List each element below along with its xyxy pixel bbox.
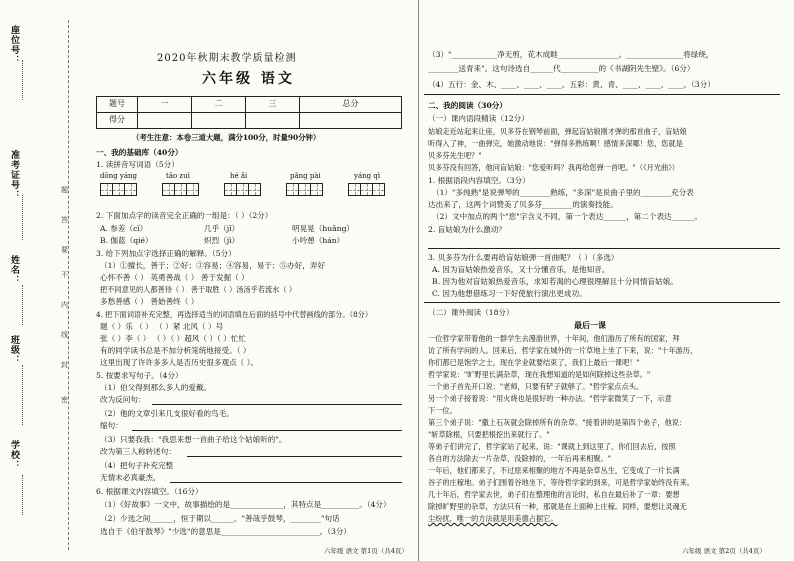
- q4-title: 4. 把下面词语补充完整，再选择适当的词语填在后面的括号中代替画线的部分。（8分）: [96, 310, 373, 319]
- right-column: [424, 0, 784, 561]
- q5-title: 5. 按要求写句子。（4分）: [96, 371, 183, 380]
- story-line: 除掉旷野里的杂草，方法只有一种，那就是在上面种上庄稼。同样，要想让灵魂无: [428, 502, 687, 511]
- story-line: 一年后，他们都来了，不过原来相聚的地方不再是杂草丛生，它变成了一片长满: [428, 466, 680, 475]
- r1-q2-answer-line[interactable]: [428, 248, 780, 249]
- q6-item-4: （4）五行：金、木、____、____、____。五彩：黄、青、____、____、____。（3分）: [428, 80, 715, 89]
- story-line: 几十年后，哲学家去世，弟子们在整理他的言论时，私自在最后补了一章：要想: [428, 490, 680, 499]
- score-cell[interactable]: [138, 113, 192, 129]
- answer-boxes-1[interactable]: [100, 183, 136, 196]
- passage-1-line-1: 姑娘走近站起来让座，贝多芬在钢琴前面，弹起盲姑娘刚才弹的那首曲子，盲姑娘: [428, 127, 687, 136]
- seal-char: 封: [61, 361, 68, 369]
- column-divider: [418, 0, 419, 561]
- story-line: 哲学家说："旷野里长满杂草，现在我想知道的是如何除掉这些杂草。": [428, 370, 651, 379]
- q3-line-4: 多愁善感（ ） 善始善终（ ）: [100, 297, 199, 306]
- q5-item-3: （3）只要我我："我思来想一首曲子给这个姑娘听的"。: [100, 435, 287, 444]
- score-header-cell: 总分: [300, 97, 402, 113]
- score-header-cell: 一: [138, 97, 192, 113]
- q5-item-3-task: 改为第三人称转述句：: [100, 447, 176, 456]
- r1-q1-line-1: （1）"多纯熟"是说弹琴的________熟练，"多深"是说曲子里的________充分表: [432, 188, 694, 197]
- pinyin-5: yáng qì: [354, 172, 381, 180]
- seat-label: 座位号：: [9, 25, 19, 65]
- story-line: 尘纷扰，唯一的方法就是用美德占据它。: [428, 514, 558, 523]
- story-line: 等弟子们讲完了，哲学家站了起来，说："课就上到这里了，你们回去后，按照: [428, 442, 676, 451]
- r1-q3-option-b: B. 因为他对盲姑娘热爱音乐，求知若渴的心理很理解且十分同情盲姑娘。: [432, 277, 678, 286]
- school-label: 学校：: [9, 440, 19, 470]
- story-line: 谷子的庄稼地。弟子们围着谷地坐下，等待哲学家的到来，可是哲学家始终没有来。: [428, 478, 694, 487]
- exam-no-line: [22, 195, 23, 240]
- score-table-header: [97, 97, 402, 113]
- q4-line-4: 这里出现了许许多多人是否历史很多观点（ ）。: [100, 358, 259, 367]
- score-header-cell: 二: [192, 97, 246, 113]
- section-2-title: 二、我的阅读（30分）: [428, 101, 507, 110]
- q5-item-1: （1）伯父得到那么多人的爱戴。: [100, 383, 212, 392]
- pinyin-2: tāo zuì: [166, 172, 190, 180]
- section-1-title: 一、我的基础库（40分）: [96, 148, 183, 157]
- school-line: [22, 475, 23, 515]
- answer-boxes-3[interactable]: [224, 183, 260, 196]
- q6-item-1: （1）《好故事》一文中，故事描绘的是______________，其特点是__________。（4分）: [100, 500, 391, 509]
- page-footer-right: 六年级 语文 第2页（共4页）: [682, 547, 766, 555]
- q6-item-2: （2）少选之间______，恒于期以______。"善哉乎鼓琴，________"句话: [100, 514, 340, 523]
- score-cell[interactable]: [246, 113, 300, 129]
- q6-item-2b: 选自于《伯牙鼓琴》"少选"的意思是__________________________。（3分）: [100, 527, 352, 536]
- r1-q3-option-a: A. 因为盲姑娘热爱音乐，又十分懂音乐，是他知音。: [432, 265, 610, 274]
- seal-line: [68, 20, 69, 550]
- q4-line-3: 有的同学读书总是不加分析笼统地接受。（ ）: [100, 346, 251, 355]
- exam-title: 2020年秋期末教学质量检测: [157, 53, 297, 64]
- seal-char: 密: [61, 396, 68, 404]
- q5-item-2: （2）他的文章引来几支很好看的鸟毛。: [100, 409, 234, 418]
- q6-item-3: （3）"____________净无剪，花木成畦________________。_______________将绿绕，: [428, 50, 714, 59]
- q6-item-3b: ________送青来"。这句诗选自______代__________的《书湖阴先生壁》。（6分）: [428, 64, 695, 73]
- reading-2-title: （二）课外阅读（18分）: [428, 308, 514, 317]
- q5-answer-line-2[interactable]: [132, 430, 402, 431]
- story-line: 下一位。: [428, 406, 457, 415]
- reading-1-title: （一）课内语段精读（12分）: [428, 114, 529, 123]
- page-footer-left: 六年级 语文 第1页（共4页）: [324, 547, 408, 555]
- score-header-cell: 三: [246, 97, 300, 113]
- story-line: 访了所有学问的人。回来后，哲学家在城外的一片草地上坐了下来，说："十年游历，: [428, 346, 698, 355]
- story-line: 一位哲学家带着他的一群学生去漫游世界，十年间，他们游历了所有的国家，拜: [428, 334, 680, 343]
- exam-no-label: 准考证号：: [9, 150, 19, 200]
- q6-title: 6. 根据课文内容填空。（16分）: [96, 487, 203, 496]
- q3-title: 3. 给下列加点字选择正确的解释。（5分）: [96, 249, 236, 258]
- section-rule: [424, 94, 780, 95]
- q3-line-3: 把不同意见的人都善待（ ） 善于取胜（ ）汤汤乎若流水（ ）: [100, 285, 297, 294]
- r1-q3-title: 3. 贝多芬为什么要再给盲姑娘弹一首曲呢？（ ）（多选）: [428, 253, 619, 262]
- q5-item-1-task: 改为反问句：: [100, 395, 146, 404]
- story-line: "斩草除根，只要把根挖出来就行了。": [428, 430, 550, 439]
- seal-char: 要: [61, 246, 68, 254]
- story-line: 各自的方法除去一片杂草，没除掉的，一年后再来相聚。": [428, 454, 611, 463]
- story-line: 另一个弟子接着说："用火烧也是很好的一种办法。"哲学家微笑了一下，示意: [428, 394, 672, 403]
- story-line: 你们都已是饱学之士，现在学业就要结束了，我们上最后一课吧！": [428, 358, 640, 367]
- seat-line: [22, 60, 23, 100]
- q2-option-a-2: 几乎（jǐ）: [204, 224, 240, 233]
- pinyin-1: dōng yáng: [100, 172, 138, 180]
- answer-boxes-2[interactable]: [162, 183, 198, 196]
- name-label: 姓名：: [9, 255, 19, 285]
- exam-note: （考生注意：本卷三道大题，满分100分，时量90分钟）: [132, 133, 321, 142]
- pinyin-3: hé ǎi: [230, 172, 248, 180]
- class-label: 班级：: [9, 335, 19, 365]
- q2-option-b-2: 炽烈（jì）: [204, 236, 240, 245]
- score-table: [96, 96, 402, 129]
- seal-char: 题: [61, 186, 68, 194]
- q1-title: 1. 读拼音写词语（5分）: [96, 160, 179, 169]
- q2-title: 2. 下面加点字的读音完全正确的一组是：（ ）（2分）: [96, 211, 273, 220]
- q2-option-b: B. 伽蓝（qié）: [100, 236, 153, 245]
- score-cell[interactable]: [192, 113, 246, 129]
- q2-option-a-3: 明晃晃（huǎng）: [292, 224, 355, 233]
- r1-q3-option-c: C. 因为他想借练习一下好使旅行演出更成功。: [432, 289, 587, 298]
- paper-title: 六年级 语文: [202, 71, 295, 87]
- r1-q1-line-2: 达出来了，这两个词赞美了贝多芬________的演奏技能。: [428, 200, 618, 209]
- seal-char: 不: [61, 271, 68, 279]
- story-line: 一个弟子首先开口说："老师，只要有铲子就够了。"哲学家点点头。: [428, 382, 644, 391]
- q5-item-2-task: 缩句：: [100, 421, 123, 430]
- r1-q1-line-3: （2）文中加点的两个"您"字含义不同，第一个表达______，第二个表达______。: [432, 212, 703, 221]
- seal-char: 答: [61, 216, 68, 224]
- q2-option-a: A. 参差（cī）: [100, 224, 148, 233]
- class-line: [22, 365, 23, 425]
- q5-item-4: （4）把句子补充完整: [100, 461, 174, 470]
- passage-1-line-4: 贝多芬没有回答，他问盲姑娘："您爱听吗？我再给您弹一首吧。"（《月光曲》）: [428, 163, 679, 172]
- score-row-label: 得分: [97, 113, 138, 129]
- r1-q1-title: 1. 根据语段内容填空。（3分）: [428, 176, 530, 185]
- q3-line-2: 心怀不善（ ） 英勇善战（ ） 善于发掘（ ）: [100, 273, 249, 282]
- r1-q2-title: 2. 盲姑娘为什么激动？: [428, 225, 507, 234]
- q4-line-2: 张（ ）李（ ） （ ）（ ）超风（ ）（ ）忙忙: [100, 334, 246, 343]
- answer-boxes-5[interactable]: [348, 183, 384, 196]
- passage-1-line-2: 听得入了神，一曲弹完，她激动地说："弹得多熟练啊！感情多深哪！您，您就是: [428, 139, 683, 148]
- seal-char: 线: [61, 331, 68, 339]
- left-column: [92, 0, 414, 561]
- pinyin-4: pǎng pài: [290, 172, 321, 180]
- seal-char: 内: [61, 301, 68, 309]
- q5-answer-line-1[interactable]: [152, 404, 402, 405]
- story-title: 最后一课: [574, 320, 606, 330]
- answer-boxes-4[interactable]: [286, 183, 322, 196]
- section-rule-2: [424, 302, 780, 303]
- name-line: [22, 285, 23, 325]
- score-cell[interactable]: [300, 113, 402, 129]
- q5-answer-line-3[interactable]: [187, 456, 402, 457]
- q2-option-b-3: 小吟憩（hán）: [292, 236, 345, 245]
- passage-1-line-3: 贝多芬先生吧？": [428, 151, 482, 160]
- binding-strip: [0, 0, 80, 561]
- q3-line-1: （1）①擅长，善于；②好；③容易；④容易，易于；⑤办好，弄好: [100, 261, 326, 270]
- q5-answer-line-4[interactable]: [170, 482, 402, 483]
- score-table-row: [97, 113, 402, 129]
- q4-line-1: 题（ ）乐 （ ） （ ）紧 北风（ ）号: [100, 322, 224, 331]
- q5-item-4-task: 无情未必真豪杰，: [100, 473, 161, 482]
- story-line: 第三个弟子说："撒上石灰就会除掉所有的杂草。"接着讲的是第四个弟子，他说：: [428, 418, 687, 427]
- score-header-cell: 题号: [97, 97, 138, 113]
